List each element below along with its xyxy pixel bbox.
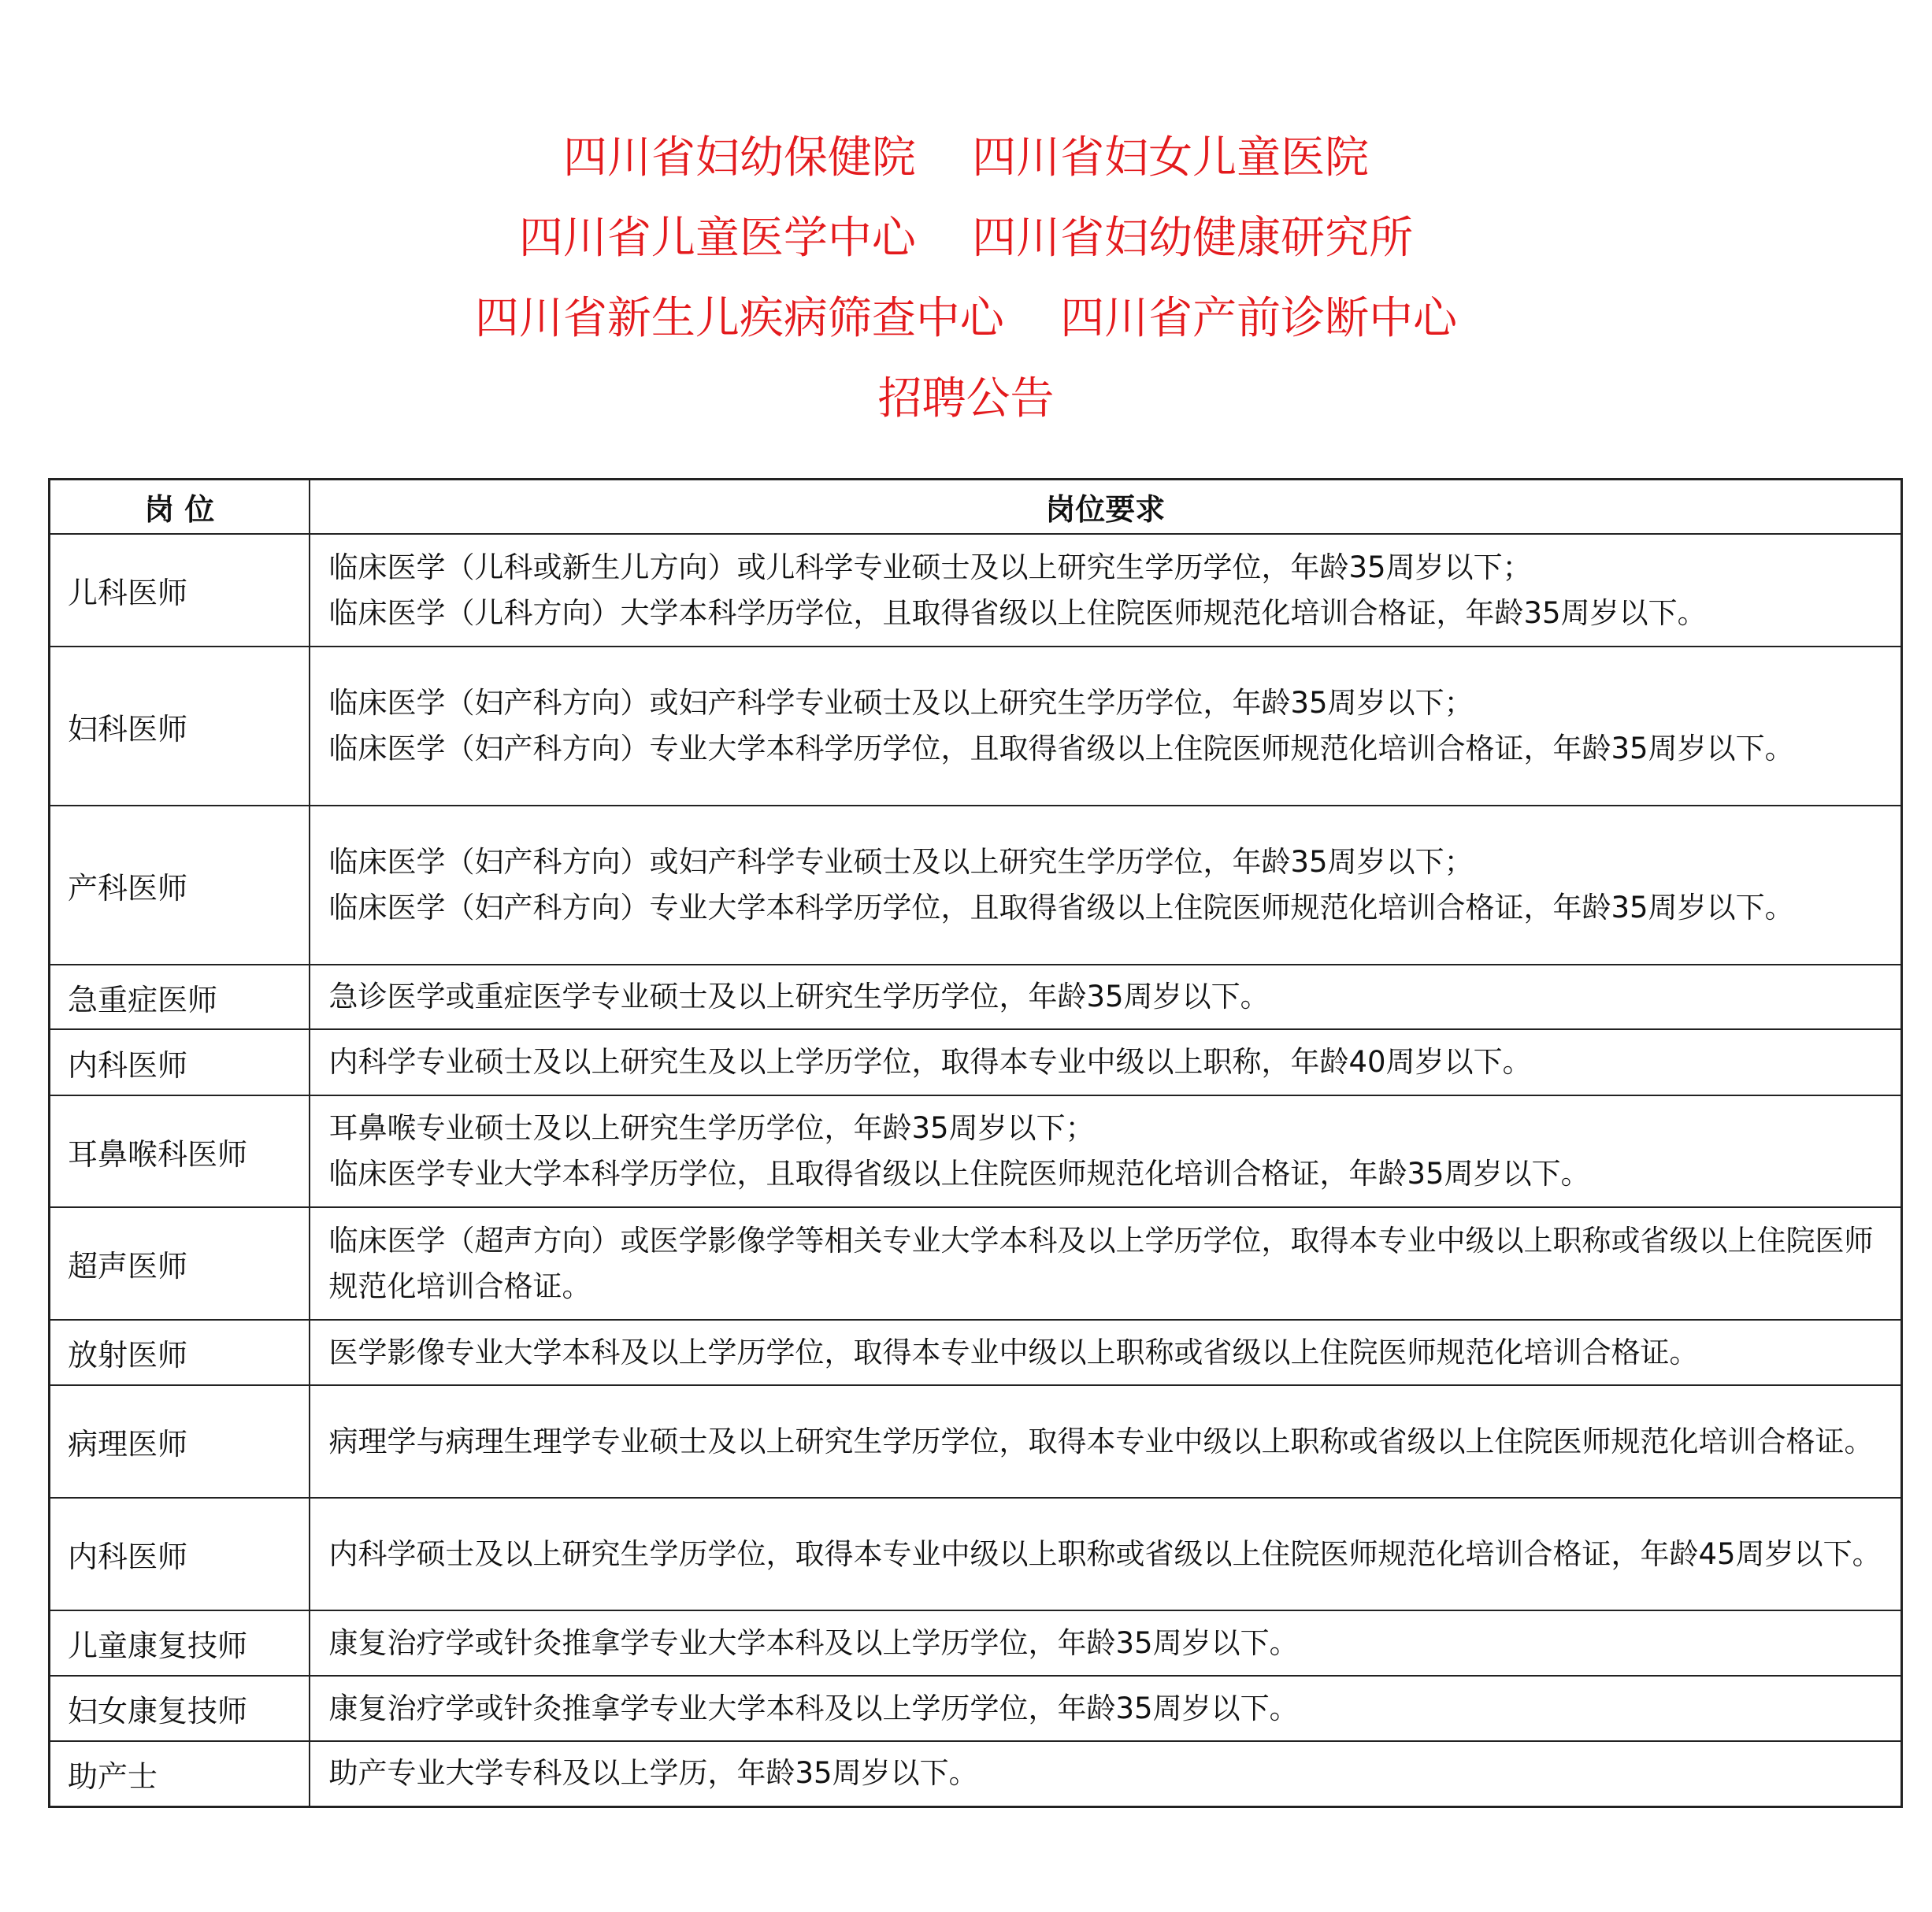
column-header-requirements: 岗位要求 <box>310 480 1902 535</box>
requirement-line: 耳鼻喉专业硕士及以上研究生学历学位，年龄35周岁以下； <box>328 1111 1095 1145</box>
table-row <box>50 1741 1902 1806</box>
position-cell: 内科医师 <box>50 1029 310 1095</box>
title-line-3: 四川省新生儿疾病筛查中心 四川省产前诊断中心 <box>474 293 1458 344</box>
position-cell: 产科医师 <box>50 806 310 965</box>
position-cell: 耳鼻喉科医师 <box>50 1095 310 1207</box>
position-cell: 急重症医师 <box>50 965 310 1029</box>
position-cell: 妇女康复技师 <box>50 1676 310 1741</box>
table-row <box>50 1676 1902 1741</box>
position-cell: 超声医师 <box>50 1207 310 1320</box>
requirements-cell <box>310 1610 1902 1676</box>
requirement-line: 助产专业大学专科及以上学历，年龄35周岁以下。 <box>328 1756 978 1791</box>
requirement-line: 临床医学（妇产科方向）专业大学本科学历学位，且取得省级以上住院医师规范化培训合格证，年龄35周岁以下。 <box>328 891 1794 925</box>
requirement-line: 内科学专业硕士及以上研究生及以上学历学位，取得本专业中级以上职称，年龄40周岁以下。 <box>328 1045 1532 1079</box>
position-cell: 儿科医师 <box>50 534 310 647</box>
position-cell: 妇科医师 <box>50 647 310 806</box>
position-cell: 内科医师 <box>50 1498 310 1610</box>
table-row <box>50 806 1902 965</box>
requirement-line: 内科学硕士及以上研究生学历学位，取得本专业中级以上职称或省级以上住院医师规范化培训合格证，年龄45周岁以下。 <box>328 1536 1882 1571</box>
table-row <box>50 1207 1902 1320</box>
position-cell: 病理医师 <box>50 1385 310 1498</box>
requirements-cell <box>310 1029 1902 1095</box>
requirement-line: 临床医学（儿科或新生儿方向）或儿科学专业硕士及以上研究生学历学位，年龄35周岁以下； <box>328 550 1532 584</box>
requirement-line: 临床医学（超声方向）或医学影像学等相关专业大学本科及以上学历学位，取得本专业中级以上职称或省级以上住院医师规范化培训合格证。 <box>328 1223 1874 1303</box>
requirement-line: 临床医学（儿科方向）大学本科学历学位，且取得省级以上住院医师规范化培训合格证，年龄35周岁以下。 <box>328 595 1707 630</box>
position-cell: 放射医师 <box>50 1320 310 1385</box>
title-line-1: 四川省妇幼保健院 四川省妇女儿童医院 <box>562 132 1370 183</box>
position-cell: 助产士 <box>50 1741 310 1806</box>
table-header-row <box>50 480 1902 535</box>
table-row <box>50 534 1902 647</box>
table-row <box>50 1320 1902 1385</box>
requirements-cell <box>310 647 1902 806</box>
table-row <box>50 1498 1902 1610</box>
requirements-cell <box>310 1095 1902 1207</box>
requirements-cell <box>310 1320 1902 1385</box>
requirements-cell <box>310 1676 1902 1741</box>
requirements-cell <box>310 1498 1902 1610</box>
requirement-line: 临床医学专业大学本科学历学位，且取得省级以上住院医师规范化培训合格证，年龄35周岁以下。 <box>328 1157 1590 1191</box>
requirements-cell <box>310 1207 1902 1320</box>
requirement-line: 医学影像专业大学本科及以上学历学位，取得本专业中级以上职称或省级以上住院医师规范化培训合格证。 <box>328 1335 1699 1369</box>
table-row <box>50 1385 1902 1498</box>
requirement-line: 临床医学（妇产科方向）或妇产科学专业硕士及以上研究生学历学位，年龄35周岁以下； <box>328 845 1474 879</box>
table-row <box>50 965 1902 1029</box>
table-row <box>50 1029 1902 1095</box>
announcement-header <box>0 118 1932 439</box>
table-row <box>50 1095 1902 1207</box>
requirement-line: 临床医学（妇产科方向）专业大学本科学历学位，且取得省级以上住院医师规范化培训合格证，年龄35周岁以下。 <box>328 732 1794 765</box>
requirements-cell <box>310 1741 1902 1806</box>
position-cell: 儿童康复技师 <box>50 1610 310 1676</box>
requirement-line: 临床医学（妇产科方向）或妇产科学专业硕士及以上研究生学历学位，年龄35周岁以下； <box>328 686 1474 720</box>
title-line-2: 四川省儿童医学中心 四川省妇幼健康研究所 <box>518 213 1414 264</box>
requirements-cell <box>310 1385 1902 1498</box>
requirements-cell <box>310 965 1902 1029</box>
title-line-4: 招聘公告 <box>877 373 1055 424</box>
recruitment-table <box>48 478 1903 1808</box>
requirements-cell <box>310 806 1902 965</box>
recruitment-table-wrapper <box>48 478 1900 1808</box>
requirement-line: 急诊医学或重症医学专业硕士及以上研究生学历学位，年龄35周岁以下。 <box>328 980 1270 1013</box>
requirements-cell <box>310 534 1902 647</box>
requirement-line: 康复治疗学或针灸推拿学专业大学本科及以上学历学位，年龄35周岁以下。 <box>328 1691 1299 1725</box>
requirement-line: 病理学与病理生理学专业硕士及以上研究生学历学位，取得本专业中级以上职称或省级以上住院医师规范化培训合格证。 <box>328 1424 1874 1458</box>
column-header-position: 岗 位 <box>50 480 310 535</box>
requirement-line: 康复治疗学或针灸推拿学专业大学本科及以上学历学位，年龄35周岁以下。 <box>328 1625 1299 1660</box>
table-row <box>50 1610 1902 1676</box>
table-row <box>50 647 1902 806</box>
